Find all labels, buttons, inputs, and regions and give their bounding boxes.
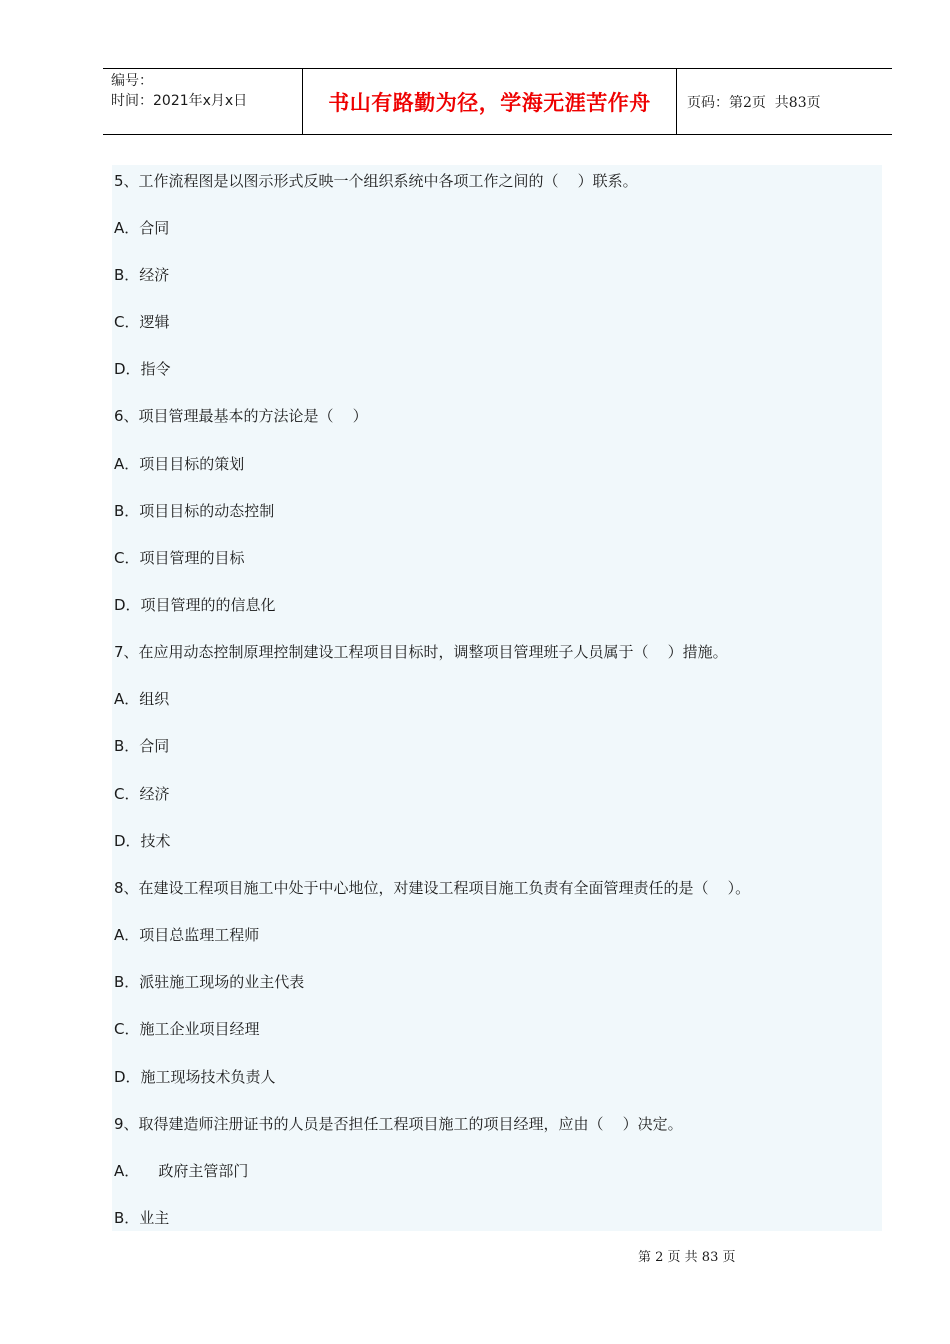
answer-option: D．技术 [114,832,171,850]
answer-option: B．派驻施工现场的业主代表 [114,973,305,991]
number-label: 编号： [111,73,153,89]
page-footer: 第 2 页 共 83 页 [638,1250,736,1265]
answer-option: B．经济 [114,266,170,284]
header-page-info [677,69,892,134]
page-label: 页码：第2页 共83页 [687,94,821,111]
answer-option: A． 政府主管部门 [114,1162,249,1180]
question-stem: 8、在建设工程项目施工中处于中心地位，对建设工程项目施工负责有全面管理责任的是（ ）。 [114,879,751,897]
answer-option: B．合同 [114,737,170,755]
question-stem: 6、项目管理最基本的方法论是（ ） [114,407,368,425]
page-header [103,68,892,135]
answer-option: C．经济 [114,785,170,803]
question-stem: 9、取得建造师注册证书的人员是否担任工程项目施工的项目经理，应由（ ）决定。 [114,1115,683,1133]
answer-option: B．业主 [114,1209,170,1227]
time-label: 时间：2021年x月x日 [111,93,248,109]
answer-option: A．项目总监理工程师 [114,926,260,944]
question-stem: 7、在应用动态控制原理控制建设工程项目目标时，调整项目管理班子人员属于（ ）措施。 [114,643,728,661]
answer-option: A．组织 [114,690,170,708]
answer-option: D．施工现场技术负责人 [114,1068,276,1086]
answer-option: C．施工企业项目经理 [114,1020,260,1038]
answer-option: A．合同 [114,219,170,237]
answer-option: C．逻辑 [114,313,170,331]
answer-option: A．项目目标的策划 [114,455,245,473]
answer-option: D．项目管理的的信息化 [114,596,276,614]
question-stem: 5、工作流程图是以图示形式反映一个组织系统中各项工作之间的（ ）联系。 [114,172,638,190]
header-motto: 书山有路勤为径，学海无涯苦作舟 [303,69,677,134]
answer-option: C．项目管理的目标 [114,549,245,567]
header-meta [103,69,303,134]
answer-option: B．项目目标的动态控制 [114,502,275,520]
question-panel [112,165,882,1231]
answer-option: D．指令 [114,360,171,378]
